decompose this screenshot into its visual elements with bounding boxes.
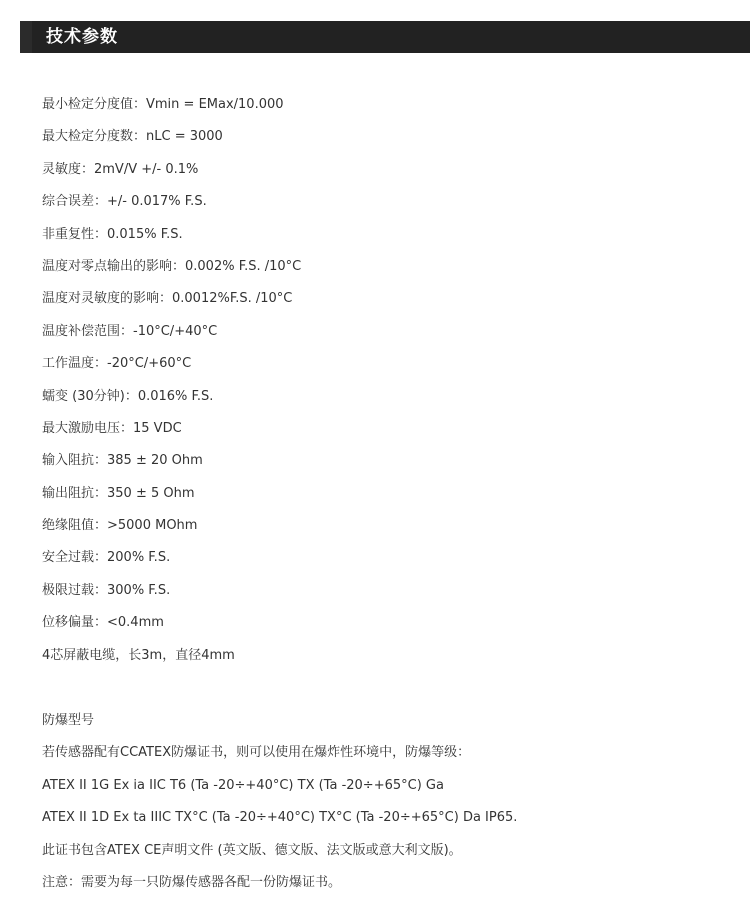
spec-item: 4芯屏蔽电缆，长3m，直径4mm [42, 647, 235, 663]
section-title: 技术参数 [46, 27, 118, 47]
spec-item: 温度补偿范围：-10°C/+40°C [42, 323, 218, 339]
spec-item: 最大激励电压：15 VDC [42, 420, 182, 436]
spec-item: 温度对零点输出的影响：0.002% F.S. /10°C [42, 258, 302, 274]
spec-item: 综合误差：+/- 0.017% F.S. [42, 194, 207, 210]
explosion-proof-heading: 防爆型号 [42, 713, 95, 728]
spec-list [42, 92, 301, 675]
spec-item: 温度对灵敏度的影响：0.0012%F.S. /10°C [42, 291, 293, 307]
spec-item: 位移偏量：<0.4mm [42, 615, 164, 631]
spec-item: 绝缘阻值：>5000 MOhm [42, 518, 198, 534]
spec-item: 灵敏度：2mV/V +/- 0.1% [42, 161, 199, 177]
spec-item: 蠕变 (30分钟)：0.016% F.S. [42, 388, 214, 404]
spec-item: 极限过载：300% F.S. [42, 582, 171, 598]
spec-item: 工作温度：-20°C/+60°C [42, 356, 192, 372]
explosion-proof-line: 若传感器配有CCATEX防爆证书，则可以使用在爆炸性环境中，防爆等级： [42, 745, 471, 761]
explosion-proof-line: 此证书包含ATEX CE声明文件 (英文版、德文版、法文版或意大利文版)。 [42, 842, 462, 858]
spec-item: 输出阻抗：350 ± 5 Ohm [42, 485, 195, 501]
spec-item: 安全过载：200% F.S. [42, 550, 171, 566]
explosion-proof-section [42, 708, 517, 902]
spec-item: 非重复性：0.015% F.S. [42, 226, 183, 242]
explosion-proof-note: 注意：需要为每一只防爆传感器各配一份防爆证书。 [42, 874, 342, 890]
spec-item: 最大检定分度数：nLC = 3000 [42, 129, 223, 145]
section-header-bar [20, 21, 750, 53]
spec-item: 最小检定分度值：Vmin = EMax/10.000 [42, 97, 284, 112]
spec-item: 输入阻抗：385 ± 20 Ohm [42, 453, 203, 469]
explosion-proof-line: ATEX II 1D Ex ta IIIC TX°C (Ta -20÷+40°C) TX°C (Ta -20÷+65°C) Da IP65. [42, 810, 518, 826]
explosion-proof-line: ATEX II 1G Ex ia IIC T6 (Ta -20÷+40°C) TX (Ta -20÷+65°C) Ga [42, 777, 444, 793]
header-accent [20, 21, 32, 53]
